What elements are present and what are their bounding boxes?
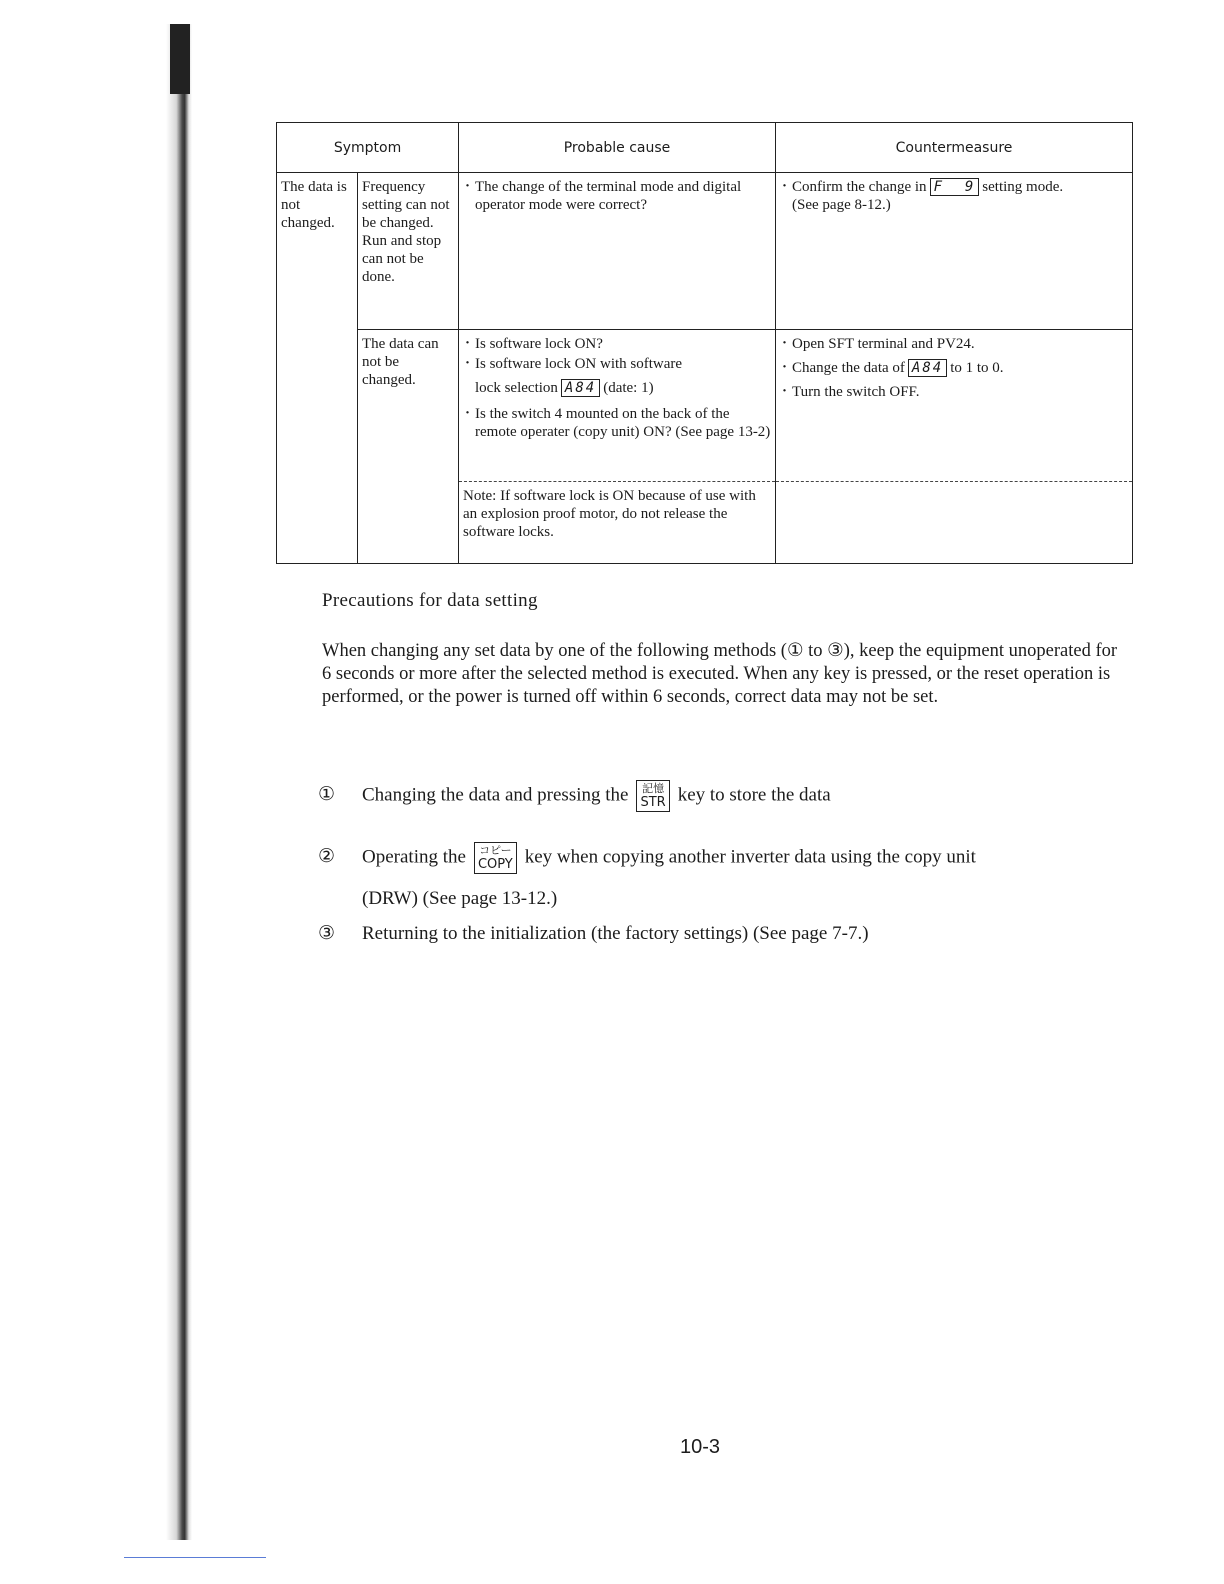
troubleshooting-table: [276, 122, 1133, 564]
table-row: [277, 173, 1133, 329]
countermeasure-text: Confirm the change in: [792, 179, 927, 196]
step-text: key to store the data: [677, 784, 831, 806]
cause-item: · Is software lock ON?: [463, 335, 771, 353]
lcd-code-a84: A84: [908, 359, 947, 377]
page-reference: (See page 8-12.): [792, 197, 891, 214]
countermeasure-item: [780, 178, 1128, 214]
sub-symptom: Frequency setting can not be changed. Run and stop can not be done.: [358, 173, 459, 329]
step-text: key when copying another inverter data using the copy unit: [524, 846, 976, 868]
list-item: [318, 922, 869, 945]
empty-cell: [776, 481, 1133, 563]
header-countermeasure: Countermeasure: [776, 123, 1133, 173]
cause-item: [463, 355, 771, 403]
binding-tab: [170, 24, 190, 94]
countermeasure-text: to 1 to 0.: [950, 359, 1004, 376]
list-item: [318, 780, 831, 812]
step-text: Operating the: [362, 846, 466, 868]
note-text: Note: If software lock is ON because of use with an explosion proof motor, do not release the software locks.: [463, 487, 756, 540]
copy-key-icon: [474, 842, 517, 874]
cause-cell: [459, 173, 776, 329]
step-number: ③: [318, 923, 336, 944]
step-text: Changing the data and pressing the: [362, 784, 629, 806]
key-caption: 記憶: [642, 782, 665, 795]
lcd-code-f9: F 9: [930, 178, 980, 196]
countermeasure-item: [780, 359, 1128, 377]
lcd-code-a84: A84: [561, 379, 600, 397]
cause-text: lock selection: [475, 379, 558, 396]
binding-edge: [166, 24, 192, 1540]
sub-symptom: The data can not be changed.: [358, 329, 459, 563]
step-continuation: (DRW) (See page 13-12.): [362, 888, 558, 909]
main-symptom: The data is not changed.: [277, 173, 358, 564]
note-cell: [459, 481, 776, 563]
key-caption: コピー: [479, 844, 512, 857]
section-title: Precautions for data setting: [322, 590, 538, 611]
countermeasure-cell: [776, 329, 1133, 481]
countermeasure-cell: [776, 173, 1133, 329]
header-probable-cause: Probable cause: [459, 123, 776, 173]
table-row: [277, 329, 1133, 481]
countermeasure-text: setting mode.: [982, 179, 1064, 196]
table-header-row: [277, 123, 1133, 173]
list-item: [318, 842, 976, 874]
footer-rule: [124, 1557, 266, 1558]
step-number: ①: [318, 784, 336, 806]
precaution-paragraph: When changing any set data by one of the following methods (① to ③), keep the equipment unoperated for 6 seconds or more after the selected method is executed. When any key is pressed, or the reset operation is performed, or the power is turned off within 6 seconds, correct data may not be set.: [322, 641, 1118, 707]
countermeasure-item: · Turn the switch OFF.: [780, 383, 1128, 401]
countermeasure-text: Change the data of: [792, 359, 905, 376]
key-label: COPY: [477, 857, 513, 872]
str-key-icon: [636, 780, 669, 812]
cause-item: · Is the switch 4 mounted on the back of the remote operater (copy unit) ON? (See page 13-2): [463, 405, 771, 441]
cause-item: · The change of the terminal mode and digital operator mode were correct?: [463, 178, 771, 214]
page-number: 10-3: [679, 1436, 721, 1458]
key-label: STR: [640, 795, 666, 810]
cause-cell: [459, 329, 776, 481]
cause-text: Is software lock ON with software: [475, 355, 683, 372]
cause-text: [475, 379, 654, 397]
step-number: ②: [318, 846, 336, 868]
cause-text: (date: 1): [603, 379, 654, 396]
header-symptom: Symptom: [277, 123, 459, 173]
step-text: Returning to the initialization (the factory settings) (See page 7-7.): [362, 923, 869, 944]
countermeasure-item: · Open SFT terminal and PV24.: [780, 335, 1128, 353]
